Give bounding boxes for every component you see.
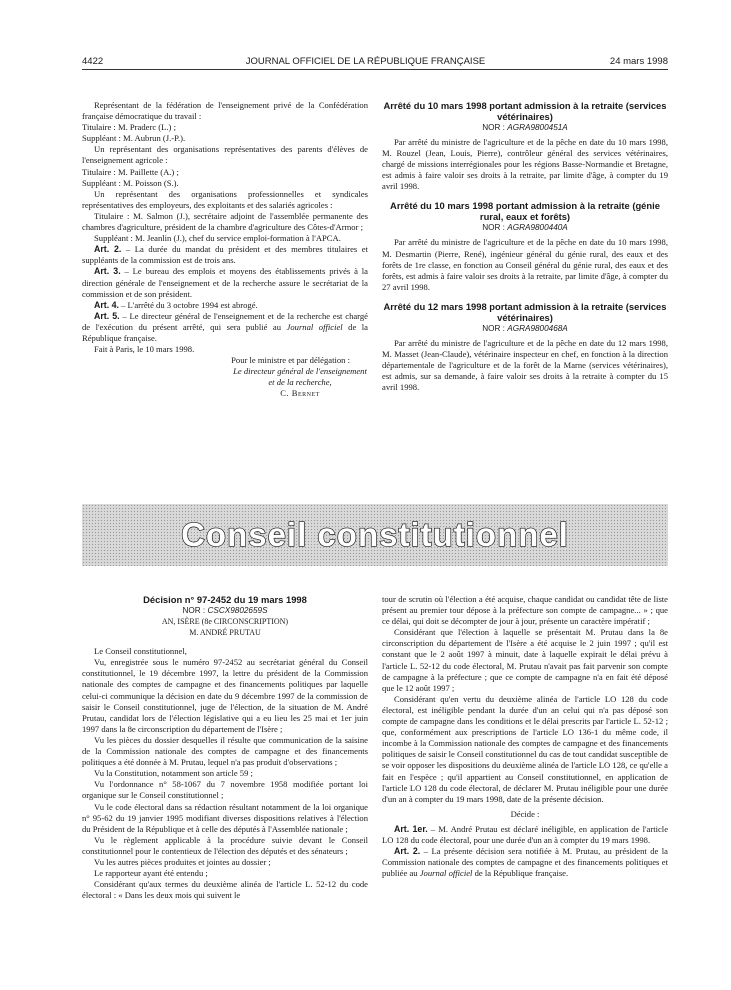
text-line: Titulaire : M. Praderc (L.) ; [82,122,176,133]
text-line: Un représentant des organisations représentatives des parents d'élèves de l'enseignement agricole : [82,144,368,166]
decree-title: Arrêté du 10 mars 1998 portant admission à la retraite (génie rural, eaux et forêts) [390,200,660,223]
done-at: Fait à Paris, le 10 mars 1998. [94,344,195,355]
journal-title: JOURNAL OFFICIEL DE LA RÉPUBLIQUE FRANÇAISE [245,56,486,67]
text-line: Suppléant : M. Jeanlin (J.), chef du service emploi-formation à l'APCA. [94,233,341,244]
decision-paragraph: Le Conseil constitutionnel, [94,646,187,657]
retirement-decrees [382,100,668,393]
decision-article-2: Art. 2. – La présente décision sera notifiée à M. Prutau, au président de la Commission nationale des comptes de campagne et des financements politiques et publiée au Journal officiel de la République française. [382,846,668,879]
nor-line: NOR : AGRA9800468A [482,323,568,333]
page-number: 4422 [82,56,104,67]
decision-article-1: Art. 1er. – M. André Prutau est déclaré inéligible, en application de l'article LO 128 du code électoral, pour une durée d'un an à compter du 19 mars 1998. [382,823,669,845]
decree-body: Par arrêté du ministre de l'agriculture et de la pêche en date du 10 mars 1998, M. Rouzel (Jean, Louis, Pierre), contrôleur général des services vétérinaires, chargé de missions interrégionales pour les régions Basse-Normandie et Bretagne, est admis à faire valoir ses droits à la retraite, par limite d'âge, à compter du 19 avril 1998. [382,137,668,192]
decision-paragraph: Vu, enregistrée sous le numéro 97-2452 au secrétariat général du Conseil constitutionnel, le 19 décembre 1997, la lettre du président de la Commission nationale des comptes de campagne et des financements politiques par laquelle celui-ci communique la décision en date du 9 décembre 1997 de la commission de saisir le Conseil constitutionnel, juge de l'élection, de la situation de M. André Prutau, candidat lors de l'élection législative qui a eu lieu les 25 mai et 1er juin 1997 dans la 8e circonscription du département de l'Isère ; [82,657,368,734]
decision-right-column [382,594,668,879]
decide-heading: Décide : [510,808,540,819]
article-2: Art. 2. – La durée du mandat du président et des membres titulaires et suppléants de la commission est de trois ans. [82,244,369,266]
delegation: Pour le ministre et par délégation : [231,355,350,366]
article-5: Art. 5. – Le directeur général de l'enseignement et de la recherche est chargé de l'exécution du présent arrêté, qui sera publié au Journal officiel de la République française. [82,310,368,343]
decision-paragraph: Vu la Constitution, notamment son article 59 ; [94,768,253,779]
text-line: Suppléant : M. Poisson (S.). [82,177,179,188]
decision-left-column [82,594,368,901]
section-banner [82,504,668,566]
commission-composition [82,100,368,400]
publication-date: 24 mars 1998 [609,56,668,67]
nor-line: NOR : AGRA9800451A [482,123,568,132]
decision-paragraph: Vu le règlement applicable à la procédure suivie devant le Conseil constitutionnel pour le contentieux de l'élection des députés et des sénateurs ; [82,834,368,856]
text-line: Un représentant des organisations professionnelles et syndicales représentatives des employeurs, des exploitants et des salariés agricoles : [82,188,368,210]
decree-body: Par arrêté du ministre de l'agriculture et de la pêche en date du 10 mars 1998, M. Desmartin (Pierre, René), ingénieur général du génie rural, des eaux et des forêts de 1re classe, en fonction au Conseil général du génie rural, des eaux et des forêts, est admis à faire valoir ses droits à la retraite, par limite d'âge, à compter du 27 avril 1998. [382,237,668,292]
article-3: Art. 3. – Le bureau des emplois et moyens des établissements privés à la direction générale de l'enseignement et de la recherche assure le secrétariat de la commission et de son président. [82,266,368,299]
decision-title: Décision n° 97-2452 du 19 mars 1998 [143,594,307,605]
decision-paragraph: Le rapporteur ayant été entendu ; [94,868,208,879]
decision-paragraph: Considérant qu'en vertu du deuxième alinéa de l'article LO 128 du code électoral, est inéligible pendant la durée d'un an celui qui n'a pas déposé son compte de campagne dans les conditions et le délai prescrits par l'article L. 52-12 ; que, conformément aux prescriptions de l'article LO 136-1 du même code, il incombe à la Commission nationale des comptes de campagne et des financements politiques de saisir le Conseil constitutionnel du cas de tout candidat susceptible de se voir opposer les dispositions du deuxième alinéa de l'article LO 128, ce qu'elle a fait en l'espèce ; qu'il appartient au Conseil constitutionnel, en application de l'article LO 128 du code électoral, de déclarer M. Prutau inéligible pour une durée d'un an à compter du 19 mars 1998, date de la présente décision. [382,693,668,804]
section-banner-title: Conseil constitutionnel [181,516,569,553]
director-title: Le directeur général de l'enseignement et de la recherche, [233,366,367,388]
decision-subtitle: M. ANDRÉ PRUTAU [189,628,261,638]
decision-paragraph: Vu les autres pièces produites et jointes au dossier ; [94,856,271,867]
decision-paragraph: tour de scrutin où l'élection a été acquise, chaque candidat ou candidat tête de liste présent au premier tour dépose à la préfecture son compte de campagne... » ; que ce délai, qui doit se décompter de jour à jour, présente un caractère impératif ; [382,594,668,627]
decision-paragraph: Vu les pièces du dossier desquelles il résulte que communication de la saisine de la Commission nationale des comptes de campagne et des financements politiques a été donnée à M. Prutau, lequel n'a pas produit d'observations ; [82,734,368,768]
nor-line: NOR : AGRA9800440A [482,223,568,233]
decision-paragraph: Considérant qu'aux termes du deuxième alinéa de l'article L. 52-12 du code électoral : « Dans les deux mois qui suivent le [82,879,368,901]
text-line: Représentant de la fédération de l'enseignement privé de la Confédération française démocratique du travail : [82,100,368,122]
decree-title: Arrêté du 12 mars 1998 portant admission à la retraite (services vétérinaires) [383,300,667,323]
nor-line: NOR : CSCX9802659S [182,606,268,615]
signature: C. Bernet [280,388,320,399]
text-line: Titulaire : M. Salmon (J.), secrétaire adjoint de l'assemblée permanente des chambres d'agriculture, président de la chambre d'agriculture des Côtes-d'Armor ; [82,210,368,233]
decree-body: Par arrêté du ministre de l'agriculture et de la pêche en date du 12 mars 1998, M. Masset (Jean-Claude), vétérinaire inspecteur en chef, en fonction à la direction départementale de l'agriculture et de la forêt de la Marne (services vétérinaires), est admis, sur sa demande, à faire valoir ses droits à la retraite à compter du 15 avril 1998. [382,337,668,393]
text-line: Suppléant : M. Aubrun (J.-P.). [82,133,186,144]
decree-title: Arrêté du 10 mars 1998 portant admission à la retraite (services vétérinaires) [383,100,667,122]
decision-paragraph: Considérant que l'élection à laquelle se présentait M. Prutau dans la 8e circonscription du département de l'Isère a été acquise le 2 juin 1997 ; qu'il est constant que le 2 août 1997 à minuit, date à laquelle expirait le délai prévu à l'article L. 52-12 du code électoral, M. Prutau n'avait pas fait parvenir son compte de campagne à la préfecture ; que ce compte de campagne n'a en fait été déposé que le 12 août 1997 ; [382,627,668,693]
decision-paragraph: Vu l'ordonnance n° 58-1067 du 7 novembre 1958 modifiée portant loi organique sur le Conseil constitutionnel ; [82,779,368,801]
decision-paragraph: Vu le code électoral dans sa rédaction résultant notamment de la loi organique n° 95-62 du 19 janvier 1995 modifiant diverses dispositions relatives à l'élection du Président de la République et à celle des députés à l'Assemblée nationale ; [82,801,368,834]
decision-subtitle: AN, ISÈRE (8e CIRCONSCRIPTION) [161,617,289,626]
header-rule [82,69,668,70]
text-line: Titulaire : M. Paillette (A.) ; [82,166,179,177]
article-4: Art. 4. – L'arrêté du 3 octobre 1994 est abrogé. [94,299,258,310]
